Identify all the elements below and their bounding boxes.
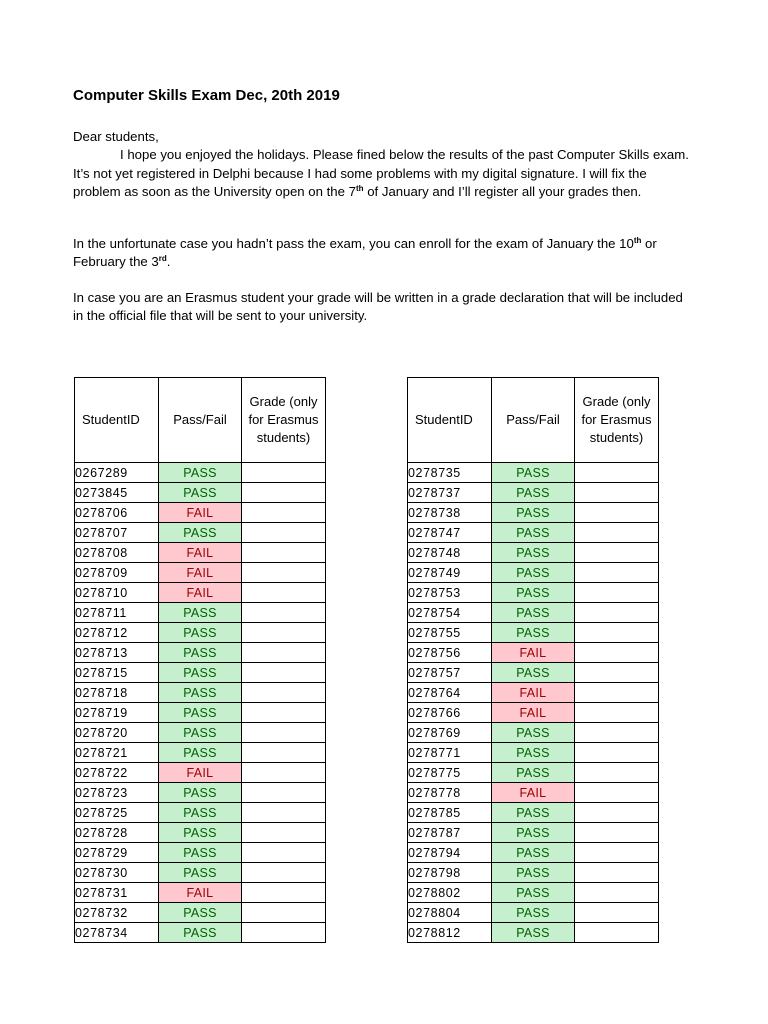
- result-cell: FAIL: [159, 563, 242, 583]
- grade-cell: [242, 723, 326, 743]
- result-cell: PASS: [159, 523, 242, 543]
- retake-sup-b: rd: [158, 254, 167, 264]
- student-id-cell: 0278766: [408, 703, 492, 723]
- table-row: [75, 523, 326, 543]
- result-cell: PASS: [159, 703, 242, 723]
- student-id-cell: 0278812: [408, 923, 492, 943]
- grade-cell: [575, 803, 659, 823]
- grade-cell: [242, 643, 326, 663]
- student-id-cell: 0278722: [75, 763, 159, 783]
- result-cell: FAIL: [492, 703, 575, 723]
- grade-cell: [575, 743, 659, 763]
- grade-cell: [242, 743, 326, 763]
- grade-cell: [242, 783, 326, 803]
- table-row: [75, 583, 326, 603]
- result-cell: PASS: [159, 663, 242, 683]
- result-cell: PASS: [492, 523, 575, 543]
- result-cell: PASS: [159, 683, 242, 703]
- result-cell: PASS: [159, 783, 242, 803]
- student-id-cell: 0278718: [75, 683, 159, 703]
- table-row: [408, 603, 659, 623]
- table-row: [75, 723, 326, 743]
- result-cell: FAIL: [492, 643, 575, 663]
- grade-cell: [242, 803, 326, 823]
- result-cell: PASS: [492, 583, 575, 603]
- result-cell: PASS: [159, 463, 242, 483]
- table-row: [408, 743, 659, 763]
- table-row: [75, 683, 326, 703]
- grade-cell: [575, 503, 659, 523]
- table-row: [408, 763, 659, 783]
- table-row: [408, 803, 659, 823]
- table-row: [408, 843, 659, 863]
- student-id-cell: 0278709: [75, 563, 159, 583]
- grade-cell: [575, 523, 659, 543]
- grade-cell: [575, 723, 659, 743]
- table-row: [408, 543, 659, 563]
- grade-cell: [575, 583, 659, 603]
- grade-cell: [575, 603, 659, 623]
- document-title: Computer Skills Exam Dec, 20th 2019: [73, 87, 340, 104]
- intro-paragraph: [73, 128, 693, 201]
- grade-cell: [242, 483, 326, 503]
- table-row: [75, 863, 326, 883]
- result-cell: PASS: [159, 823, 242, 843]
- table-row: [75, 503, 326, 523]
- student-id-cell: 0278712: [75, 623, 159, 643]
- result-cell: PASS: [492, 863, 575, 883]
- table-row: [408, 783, 659, 803]
- result-cell: PASS: [492, 623, 575, 643]
- table-row: [75, 543, 326, 563]
- student-id-cell: 0278755: [408, 623, 492, 643]
- student-id-cell: 0278729: [75, 843, 159, 863]
- student-id-cell: 0278747: [408, 523, 492, 543]
- grade-cell: [575, 923, 659, 943]
- grade-cell: [575, 783, 659, 803]
- table-row: [408, 723, 659, 743]
- grade-cell: [242, 923, 326, 943]
- table-row: [75, 703, 326, 723]
- greeting: Dear students,: [73, 129, 159, 144]
- student-id-cell: 0267289: [75, 463, 159, 483]
- results-table-right: [407, 377, 659, 943]
- table-row: [408, 683, 659, 703]
- student-id-cell: 0278794: [408, 843, 492, 863]
- result-cell: PASS: [492, 723, 575, 743]
- student-id-cell: 0278753: [408, 583, 492, 603]
- retake-sup-a: th: [633, 236, 642, 245]
- result-cell: FAIL: [492, 783, 575, 803]
- student-id-cell: 0278730: [75, 863, 159, 883]
- table-row: [75, 563, 326, 583]
- student-id-cell: 0278778: [408, 783, 492, 803]
- retake-text-a: In the unfortunate case you hadn’t pass the exam, you can enroll for the exam of January the 10: [73, 236, 634, 251]
- student-id-cell: 0278711: [75, 603, 159, 623]
- student-id-cell: 0278737: [408, 483, 492, 503]
- table-row: [75, 463, 326, 483]
- student-id-cell: 0278708: [75, 543, 159, 563]
- grade-cell: [575, 863, 659, 883]
- table-row: [75, 763, 326, 783]
- grade-cell: [242, 463, 326, 483]
- student-id-cell: 0278757: [408, 663, 492, 683]
- retake-text-b: or February the 3: [73, 236, 657, 270]
- header-pass-fail: Pass/Fail: [492, 378, 575, 463]
- result-cell: FAIL: [159, 763, 242, 783]
- table-row: [75, 643, 326, 663]
- table-row: [408, 483, 659, 503]
- student-id-cell: 0278728: [75, 823, 159, 843]
- student-id-cell: 0278785: [408, 803, 492, 823]
- student-id-cell: 0278754: [408, 603, 492, 623]
- grade-cell: [242, 583, 326, 603]
- table-row: [75, 743, 326, 763]
- table-row: [408, 903, 659, 923]
- result-cell: FAIL: [492, 683, 575, 703]
- student-id-cell: 0278804: [408, 903, 492, 923]
- erasmus-paragraph: In case you are an Erasmus student your grade will be written in a grade declaration that will be included in the official file that will be sent to your university.: [73, 290, 683, 324]
- student-id-cell: 0278734: [75, 923, 159, 943]
- student-id-cell: 0278738: [408, 503, 492, 523]
- table-header-row: [408, 378, 659, 463]
- result-cell: PASS: [492, 763, 575, 783]
- student-id-cell: 0278719: [75, 703, 159, 723]
- results-notice-sup: th: [355, 183, 364, 193]
- student-id-cell: 0278798: [408, 863, 492, 883]
- header-pass-fail: Pass/Fail: [159, 378, 242, 463]
- student-id-cell: 0278775: [408, 763, 492, 783]
- header-student-id: StudentID: [408, 378, 492, 463]
- grade-cell: [242, 703, 326, 723]
- table-row: [75, 483, 326, 503]
- student-id-cell: 0278723: [75, 783, 159, 803]
- result-cell: PASS: [159, 863, 242, 883]
- table-row: [408, 503, 659, 523]
- result-cell: PASS: [159, 843, 242, 863]
- retake-text-c: .: [166, 254, 171, 270]
- header-student-id: StudentID: [75, 378, 159, 463]
- table-row: [408, 923, 659, 943]
- table-row: [75, 603, 326, 623]
- results-notice: [73, 146, 693, 201]
- result-cell: PASS: [492, 743, 575, 763]
- student-id-cell: 0278710: [75, 583, 159, 603]
- table-header-row: [75, 378, 326, 463]
- result-cell: PASS: [492, 883, 575, 903]
- table-row: [408, 823, 659, 843]
- table-row: [408, 863, 659, 883]
- result-cell: PASS: [159, 603, 242, 623]
- table-row: [75, 663, 326, 683]
- grade-cell: [242, 543, 326, 563]
- result-cell: PASS: [492, 483, 575, 503]
- result-cell: PASS: [492, 903, 575, 923]
- table-row: [408, 643, 659, 663]
- grade-cell: [242, 503, 326, 523]
- result-cell: PASS: [492, 803, 575, 823]
- result-cell: PASS: [159, 643, 242, 663]
- student-id-cell: 0278749: [408, 563, 492, 583]
- grade-cell: [575, 703, 659, 723]
- grade-cell: [242, 883, 326, 903]
- table-row: [408, 523, 659, 543]
- grade-cell: [575, 843, 659, 863]
- table-row: [408, 623, 659, 643]
- grade-cell: [575, 483, 659, 503]
- result-cell: PASS: [492, 463, 575, 483]
- table-row: [408, 703, 659, 723]
- student-id-cell: 0278713: [75, 643, 159, 663]
- result-cell: FAIL: [159, 883, 242, 903]
- student-id-cell: 0278715: [75, 663, 159, 683]
- result-cell: PASS: [492, 563, 575, 583]
- student-id-cell: 0278748: [408, 543, 492, 563]
- result-cell: PASS: [159, 923, 242, 943]
- grade-cell: [242, 683, 326, 703]
- grade-cell: [575, 763, 659, 783]
- student-id-cell: 0278732: [75, 903, 159, 923]
- result-cell: PASS: [159, 743, 242, 763]
- student-id-cell: 0278771: [408, 743, 492, 763]
- grade-cell: [575, 623, 659, 643]
- grade-cell: [575, 463, 659, 483]
- result-cell: PASS: [492, 543, 575, 563]
- grade-cell: [242, 763, 326, 783]
- student-id-cell: 0278706: [75, 503, 159, 523]
- grade-cell: [242, 563, 326, 583]
- table-row: [408, 583, 659, 603]
- table-row: [75, 623, 326, 643]
- grade-cell: [242, 903, 326, 923]
- grade-cell: [575, 883, 659, 903]
- student-id-cell: 0278787: [408, 823, 492, 843]
- result-cell: PASS: [159, 723, 242, 743]
- table-row: [75, 883, 326, 903]
- grade-cell: [242, 603, 326, 623]
- table-row: [75, 903, 326, 923]
- student-id-cell: 0278735: [408, 463, 492, 483]
- results-table-left: [74, 377, 326, 943]
- table-row: [75, 803, 326, 823]
- student-id-cell: 0278769: [408, 723, 492, 743]
- table-row: [75, 843, 326, 863]
- results-notice-text-a: I hope you enjoyed the holidays. Please fined below the results of the past Computer Skills exam. It’s not yet registered in Delphi because I had some problems with my digital signature. I will fix the problem as soon as the University open on the 7: [73, 147, 689, 199]
- result-cell: FAIL: [159, 503, 242, 523]
- student-id-cell: 0278731: [75, 883, 159, 903]
- student-id-cell: 0278720: [75, 723, 159, 743]
- grade-cell: [575, 563, 659, 583]
- table-row: [75, 923, 326, 943]
- header-grade: Grade (only for Erasmus students): [575, 378, 659, 463]
- result-cell: PASS: [159, 803, 242, 823]
- result-cell: PASS: [492, 663, 575, 683]
- grade-cell: [575, 903, 659, 923]
- student-id-cell: 0278721: [75, 743, 159, 763]
- header-grade: Grade (only for Erasmus students): [242, 378, 326, 463]
- grade-cell: [242, 863, 326, 883]
- grade-cell: [575, 823, 659, 843]
- result-cell: FAIL: [159, 543, 242, 563]
- retake-paragraph: [73, 235, 693, 272]
- table-row: [75, 783, 326, 803]
- results-notice-text-b: of January and I’ll register all your grades then.: [363, 183, 642, 199]
- grade-cell: [242, 843, 326, 863]
- student-id-cell: 0278802: [408, 883, 492, 903]
- table-row: [408, 563, 659, 583]
- result-cell: PASS: [159, 903, 242, 923]
- result-cell: PASS: [492, 823, 575, 843]
- grade-cell: [575, 663, 659, 683]
- student-id-cell: 0278707: [75, 523, 159, 543]
- grade-cell: [242, 663, 326, 683]
- grade-cell: [242, 623, 326, 643]
- grade-cell: [242, 523, 326, 543]
- table-row: [75, 823, 326, 843]
- grade-cell: [575, 643, 659, 663]
- result-cell: PASS: [492, 503, 575, 523]
- student-id-cell: 0278756: [408, 643, 492, 663]
- result-cell: PASS: [159, 623, 242, 643]
- result-cell: PASS: [159, 483, 242, 503]
- result-cell: PASS: [492, 923, 575, 943]
- grade-cell: [575, 543, 659, 563]
- table-row: [408, 463, 659, 483]
- student-id-cell: 0278725: [75, 803, 159, 823]
- student-id-cell: 0278764: [408, 683, 492, 703]
- result-cell: PASS: [492, 603, 575, 623]
- student-id-cell: 0273845: [75, 483, 159, 503]
- table-row: [408, 883, 659, 903]
- table-row: [408, 663, 659, 683]
- grade-cell: [242, 823, 326, 843]
- grade-cell: [575, 683, 659, 703]
- result-cell: PASS: [492, 843, 575, 863]
- result-cell: FAIL: [159, 583, 242, 603]
